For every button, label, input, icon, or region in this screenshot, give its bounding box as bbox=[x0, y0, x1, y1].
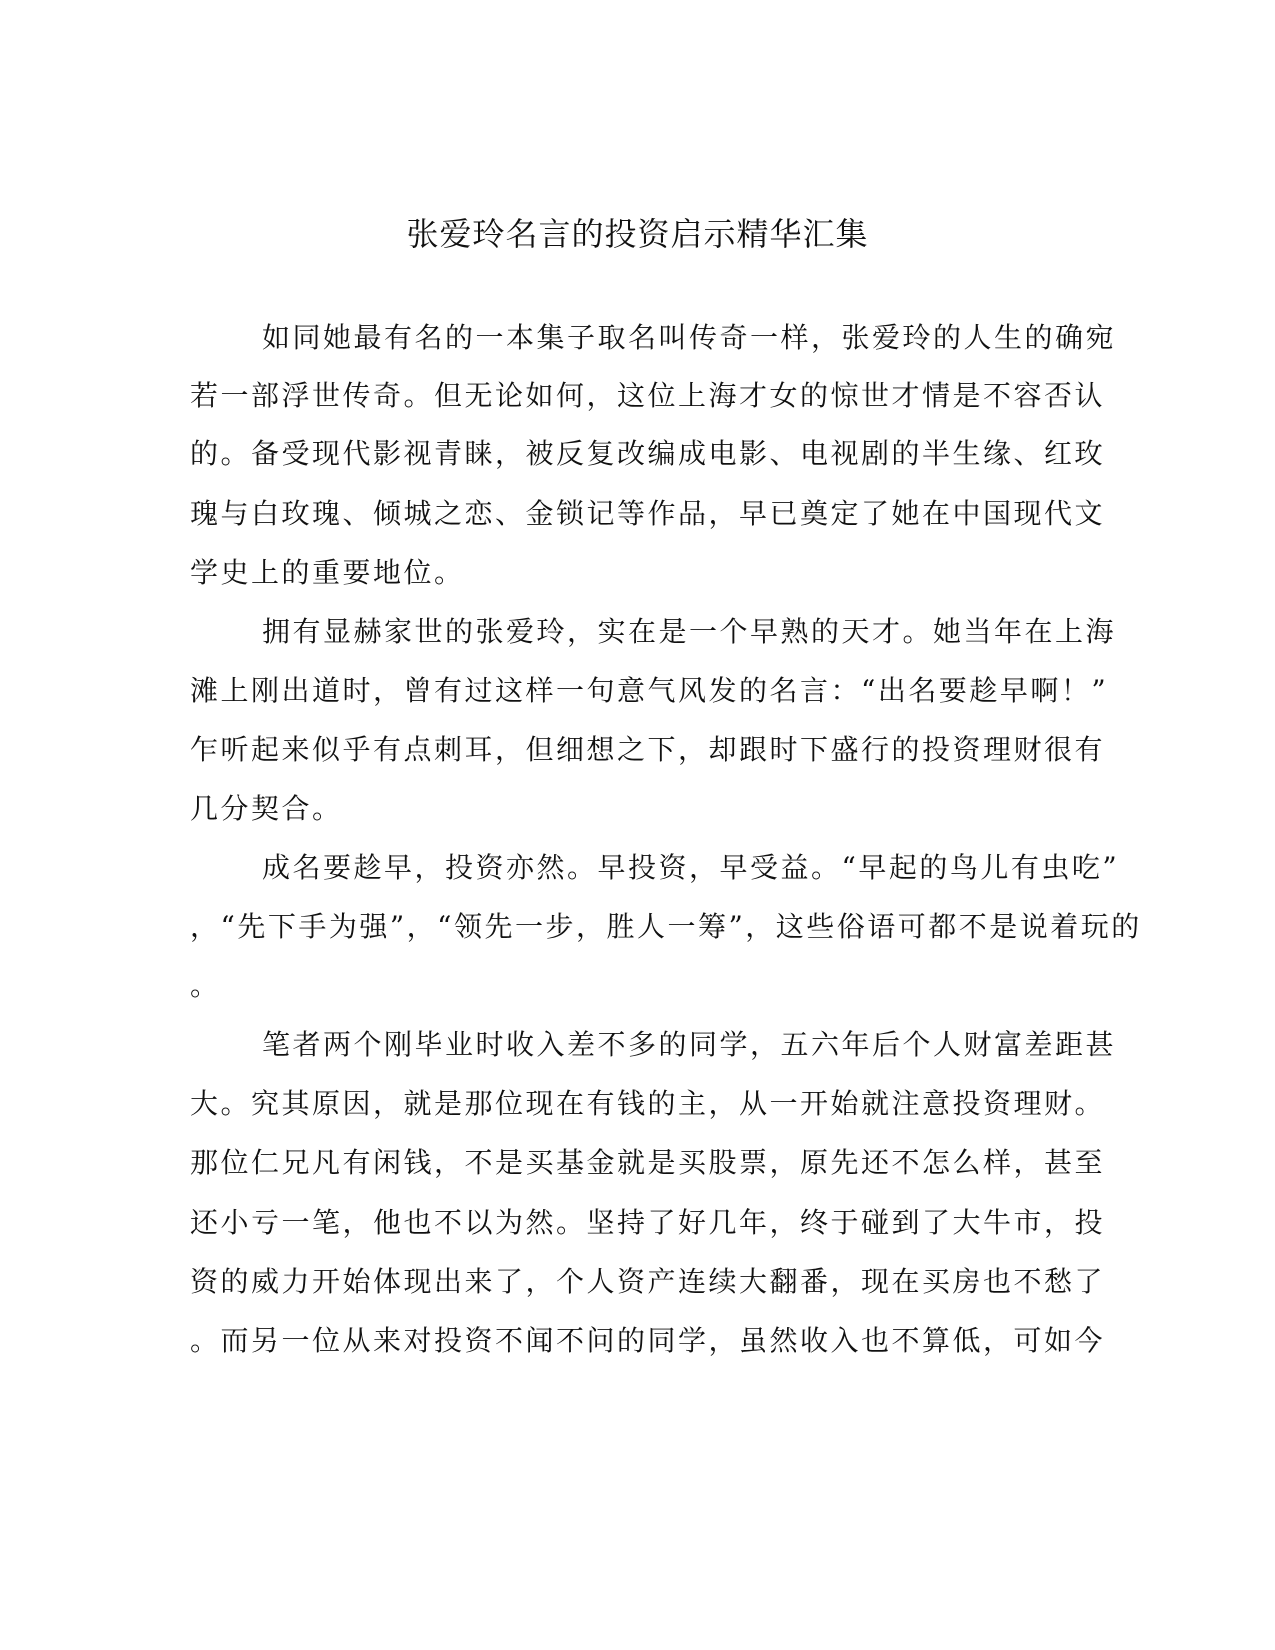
paragraph-1-line-5: 学史上的重要地位。 bbox=[190, 556, 465, 589]
paragraph-1-line-1: 如同她最有名的一本集子取名叫传奇一样，张爱玲的人生的确宛 bbox=[262, 321, 1117, 354]
paragraph-4-line-5: 资的威力开始体现出来了，个人资产连续大翻番，现在买房也不愁了 bbox=[190, 1265, 1106, 1298]
paragraph-2-line-3: 乍听起来似乎有点刺耳，但细想之下，却跟时下盛行的投资理财很有 bbox=[190, 733, 1106, 766]
paragraph-4-line-4: 还小亏一笔，他也不以为然。坚持了好几年，终于碰到了大牛市，投 bbox=[190, 1206, 1106, 1239]
paragraph-4-line-3: 那位仁兄凡有闲钱，不是买基金就是买股票，原先还不怎么样，甚至 bbox=[190, 1146, 1106, 1179]
paragraph-2-line-2: 滩上刚出道时，曾有过这样一句意气风发的名言：“出名要趁早啊！” bbox=[190, 674, 1109, 707]
paragraph-4-line-1: 笔者两个刚毕业时收入差不多的同学，五六年后个人财富差距甚 bbox=[262, 1028, 1117, 1061]
paragraph-3-line-3: 。 bbox=[190, 969, 221, 1002]
paragraph-1-line-4: 瑰与白玫瑰、倾城之恋、金锁记等作品，早已奠定了她在中国现代文 bbox=[190, 497, 1106, 530]
paragraph-3-line-1: 成名要趁早，投资亦然。早投资，早受益。“早起的鸟儿有虫吃” bbox=[262, 851, 1120, 884]
paragraph-4-line-6: 。而另一位从来对投资不闻不问的同学，虽然收入也不算低，可如今 bbox=[190, 1324, 1106, 1357]
paragraph-3-line-2: ，“先下手为强”，“领先一步，胜人一筹”，这些俗语可都不是说着玩的 bbox=[190, 910, 1142, 943]
paragraph-2-line-4: 几分契合。 bbox=[190, 792, 343, 825]
paragraph-4-line-2: 大。究其原因，就是那位现在有钱的主，从一开始就注意投资理财。 bbox=[190, 1087, 1106, 1120]
paragraph-1-line-2: 若一部浮世传奇。但无论如何，这位上海才女的惊世才情是不容否认 bbox=[190, 379, 1106, 412]
paragraph-1-line-3: 的。备受现代影视青睐，被反复改编成电影、电视剧的半生缘、红玫 bbox=[190, 437, 1106, 470]
paragraph-2-line-1: 拥有显赫家世的张爱玲，实在是一个早熟的天才。她当年在上海 bbox=[262, 615, 1117, 648]
document-title: 张爱玲名言的投资启示精华汇集 bbox=[406, 215, 869, 253]
